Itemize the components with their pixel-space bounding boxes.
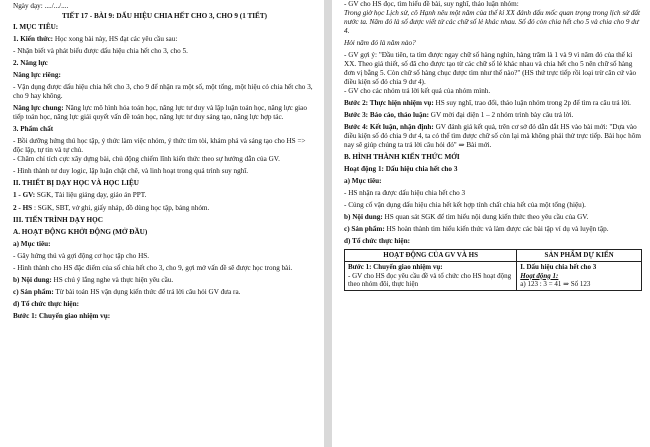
d-to-chuc: d) Tổ chức thực hiện: <box>13 300 79 309</box>
activity-table <box>344 249 642 290</box>
a-muc-tieu-label: a) Mục tiêu: <box>13 239 51 248</box>
table-buoc-1: Bước 1: Chuyển giao nhiệm vụ: <box>348 263 443 272</box>
gv-materials: 1 - GV: SGK, Tài liệu giảng dạy, giáo án PPT. <box>13 191 147 200</box>
heading-tien-trinh: III. TIẾN TRÌNH DẠY HỌC <box>13 215 103 224</box>
date-line: Ngày dạy: ..../.../.... <box>13 2 69 10</box>
table-calc: a) 123 : 3 = 41 ⇒ Số 123 <box>520 280 591 289</box>
hoat-dong-1: Hoạt động 1: Dấu hiệu chia hết cho 3 <box>344 164 458 173</box>
story-question: Hỏi năm đó là năm nào? <box>344 38 416 47</box>
gv-cho: - GV cho các nhóm trả lời kết quả của nhóm mình. <box>344 86 491 95</box>
c-san-pham: c) Sản phẩm: Từ bài toán HS vận dụng kiến thức để trả lời câu hỏi GV đưa ra. <box>13 288 241 297</box>
table-header-activity: HOẠT ĐỘNG CỦA GV VÀ HS <box>345 250 517 262</box>
pham-chat-3: - Hình thành tư duy logic, lập luận chặt chẽ, và linh hoạt trong quá trình suy nghĩ. <box>13 167 249 176</box>
a-muc-tieu-label-right: a) Mục tiêu: <box>344 176 382 185</box>
table-row <box>345 262 642 291</box>
heading-muc-tieu: I. MỤC TIÊU: <box>13 22 59 31</box>
buoc-3: Bước 3: Báo cáo, thảo luận: GV mời đại diện 1 – 2 nhóm trình bày câu trả lời. <box>344 110 574 119</box>
pham-chat-2: - Chăm chỉ tích cực xây dựng bài, chủ động chiếm lĩnh kiến thức theo sự hướng dẫn của GV. <box>13 155 280 164</box>
nang-luc-chung: Năng lực chung: Năng lực mô hình hóa toán học, năng lực tư duy và lập luận toán học, năng lực giao tiếp toán học, năng lực giải quyết vấn đề toán học, năng lực tư duy sáng tạo, năng lực hợp tác. <box>13 104 307 122</box>
heading-nang-luc: 2. Năng lực <box>13 59 48 68</box>
story-text: Trong giờ học Lịch sử, cô Hạnh nêu một năm của thế kỉ XX đánh dấu mốc quan trọng trong lịch sử đất nước ta. Năm đó là số được viết từ các chữ số lẻ khác nhau. Số đó còn chia hết cho 5 và chia cho 9 dư 4. <box>344 8 641 35</box>
heading-khoi-dong: A. HOẠT ĐỘNG KHỞI ĐỘNG (MỞ ĐẦU) <box>13 227 148 236</box>
table-buoc-1-text: - GV cho HS đọc yêu cầu đề và tổ chức cho HS hoạt động theo nhóm đôi, thực hiện <box>348 271 512 289</box>
a-muc-tieu-text: - Gây hứng thú và gợi động cơ học tập cho HS. <box>13 251 150 260</box>
document-page-right <box>332 0 650 447</box>
buoc-1: Bước 1: Chuyển giao nhiệm vụ: <box>13 312 111 321</box>
d-to-chuc-right: d) Tổ chức thực hiện: <box>344 237 410 246</box>
document-page-left <box>0 0 324 447</box>
heading-hinh-thanh: B. HÌNH THÀNH KIẾN THỨC MỚI <box>344 152 460 161</box>
kien-thuc-item: - Nhận biết và phát biểu được dấu hiệu chia hết cho 3, cho 5. <box>13 47 188 55</box>
table-product-heading: I. Dấu hiệu chia hết cho 3 <box>520 263 597 272</box>
heading-pham-chat: 3. Phẩm chất <box>13 125 54 134</box>
nang-luc-rieng-label: Năng lực riêng: <box>13 71 61 80</box>
page-gap <box>324 0 332 447</box>
a-muc-tieu-text-2: - Hình thành cho HS đặc điểm của số chia hết cho 3, cho 9, gợi mở vấn đề sẽ được học trong bài. <box>13 264 293 273</box>
table-cell-activity <box>345 262 517 291</box>
table-header-product: SẢN PHẨM DỰ KIẾN <box>517 250 642 262</box>
a-text-2: - Củng cố vận dụng dấu hiệu chia hết kết hợp tính chất chia hết của một tổng (hiệu). <box>344 201 586 210</box>
nang-luc-rieng-text: - Vận dụng được dấu hiệu chia hết cho 3, cho 9 để nhận ra một số, một tổng, một hiệu có chia hết cho 3, cho 9 hay không. <box>13 83 313 101</box>
buoc-4: Bước 4: Kết luận, nhận định: GV đánh giá kết quả, trên cơ sở đó dẫn dắt HS vào bài mới: "Dựa vào điều kiện số đó chia 9 dư 4, ta có thể tìm được chữ số còn lại mà không phải thử trực tiếp. Bài học hôm nay sẽ giúp chúng ta trả lời câu hỏi đó" ⇒ Bài mới. <box>344 122 641 149</box>
hs-materials: 2 - HS : SGK, SBT, vở ghi, giấy nháp, đồ dùng học tập, bảng nhóm. <box>13 203 210 212</box>
table-hoat-dong-1: Hoạt động 1: <box>520 271 559 280</box>
b-noi-dung: b) Nội dung: HS chú ý lắng nghe và thực hiện yêu cầu. <box>13 276 174 285</box>
gv-goi-y: - GV gợi ý: "Đầu tiên, ta tìm được ngay chữ số hàng nghìn, hàng trăm là 1 và 9 vì năm đó của thế kỉ XX. Theo giả thiết, số đã cho được tạo từ các chữ số lẻ khác nhau và chia hết cho 5 nên chữ số hàng đơn vị bằng 5. Còn chữ số hàng chục được tìm như thế nào?" (HS thứ trực tiếp rồi loại trừ căn cứ vào điều kiện số đó chia 9 dư 4). <box>344 50 637 86</box>
heading-thiet-bi: II. THIẾT BỊ DẠY HỌC VÀ HỌC LIỆU <box>13 179 139 188</box>
table-cell-product <box>517 262 642 291</box>
right-line-1: - GV cho HS đọc, tìm hiểu đề bài, suy nghĩ, thảo luận nhóm: <box>344 0 519 8</box>
b-noi-dung-right: b) Nội dung: HS quan sát SGK để tìm hiểu nội dung kiến thức theo yêu cầu của GV. <box>344 213 589 222</box>
lesson-title: TIẾT 17 - BÀI 9: DẤU HIỆU CHIA HẾT CHO 3, CHO 9 (1 TIẾT) <box>61 11 268 20</box>
table-header-row <box>345 250 642 262</box>
c-san-pham-right: c) Sản phẩm: HS hoàn thành tìm hiểu kiến thức và làm được các bài tập ví dụ và luyện tập. <box>344 225 609 234</box>
pham-chat-1: - Bồi dưỡng hứng thú học tập, ý thức làm việc nhóm, ý thức tìm tòi, khám phá và sáng tạo cho HS => độc lập, tự tin và tự chủ. <box>13 137 306 155</box>
buoc-2: Bước 2: Thực hiện nhiệm vụ: HS suy nghĩ, trao đổi, thảo luận nhóm trong 2p để tìm ra câu trả lời. <box>344 98 631 107</box>
a-text-1: - HS nhận ra được dấu hiệu chia hết cho 3 <box>344 189 466 197</box>
kien-thuc: 1. Kiến thức: Học xong bài này, HS đạt các yêu cầu sau: <box>13 34 178 43</box>
